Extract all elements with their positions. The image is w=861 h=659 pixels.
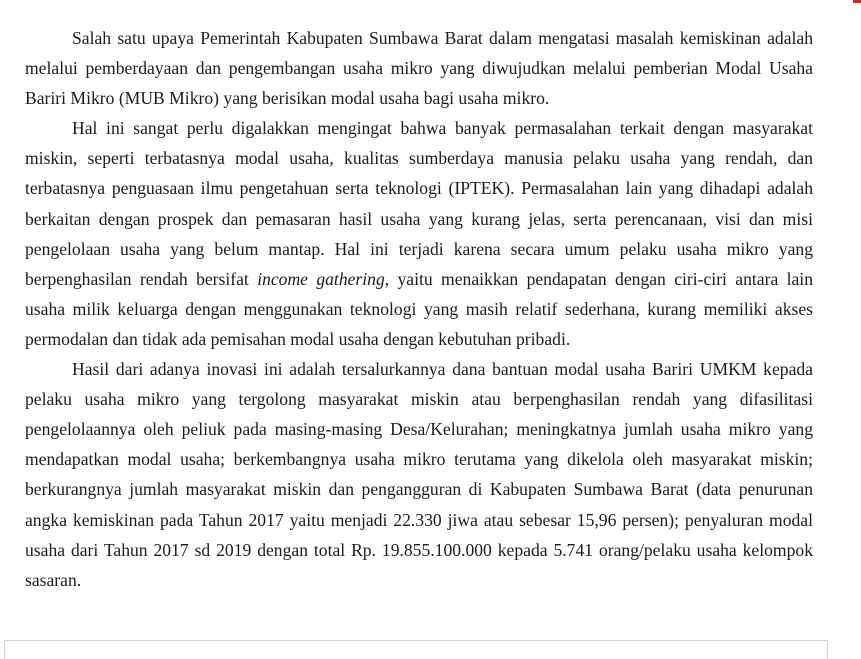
paragraph-mub-mikro: Salah satu upaya Pemerintah Kabupaten Sumbawa Barat dalam mengatasi masalah kemiskinan adalah melalui pemberdayaan dan pengembangan usaha mikro yang diwujudkan melalui pemberian Modal Usaha Bariri Mikro (MUB Mikro) yang berisikan modal usaha bagi usaha mikro. [25, 28, 813, 109]
document-body [25, 23, 813, 595]
paragraph-permasalahan-text-before: Hal ini sangat perlu digalakkan mengingat bahwa banyak permasalahan terkait dengan masyarakat miskin, seperti terbatasnya modal usaha, kualitas sumberdaya manusia pelaku usaha yang rendah, dan terbatasnya penguasaan ilmu pengetahuan serta teknologi (IPTEK). Permasalahan lain yang dihadapi adalah berkaitan dengan prospek dan pemasaran hasil usaha yang kurang jelas, serta perencanaan, visi dan misi pengelolaan usaha yang belum mantap. Hal ini terjadi karena secara umum pelaku usaha mikro yang berpenghasilan rendah bersifat [25, 118, 813, 289]
corner-accent-mark [853, 0, 861, 3]
paragraph-permasalahan-text-after: , yaitu menaikkan pendapatan dengan ciri-ciri antara lain usaha milik keluarga dengan menggunakan teknologi yang masih relatif sederhana, kurang memiliki akses permodalan dan tidak ada pemisahan modal usaha dengan kebutuhan pribadi. [25, 268, 813, 349]
next-section-box [4, 640, 828, 659]
paragraph-hasil-inovasi: Hasil dari adanya inovasi ini adalah tersalurkannya dana bantuan modal usaha Bariri UMKM kepada pelaku usaha mikro yang tergolong masyarakat miskin atau berpenghasilan rendah yang difasilitasi pengelolaannya oleh peliuk pada masing-masing Desa/Kelurahan; meningkatnya jumlah usaha mikro yang mendapatkan modal usaha; berkembangnya usaha mikro terutama yang dikelola oleh masyarakat miskin; berkurangnya jumlah masyarakat miskin dan pengangguran di Kabupaten Sumbawa Barat (data penurunan angka kemiskinan pada Tahun 2017 yaitu menjadi 22.330 jiwa atau sebesar 15,96 persen); penyaluran modal usaha dari Tahun 2017 sd 2019 dengan total Rp. 19.855.100.000 kepada 5.741 orang/pelaku usaha kelompok sasaran. [25, 359, 813, 590]
paragraph-permasalahan [25, 113, 813, 354]
italic-term-income-gathering: income gathering [257, 268, 385, 289]
